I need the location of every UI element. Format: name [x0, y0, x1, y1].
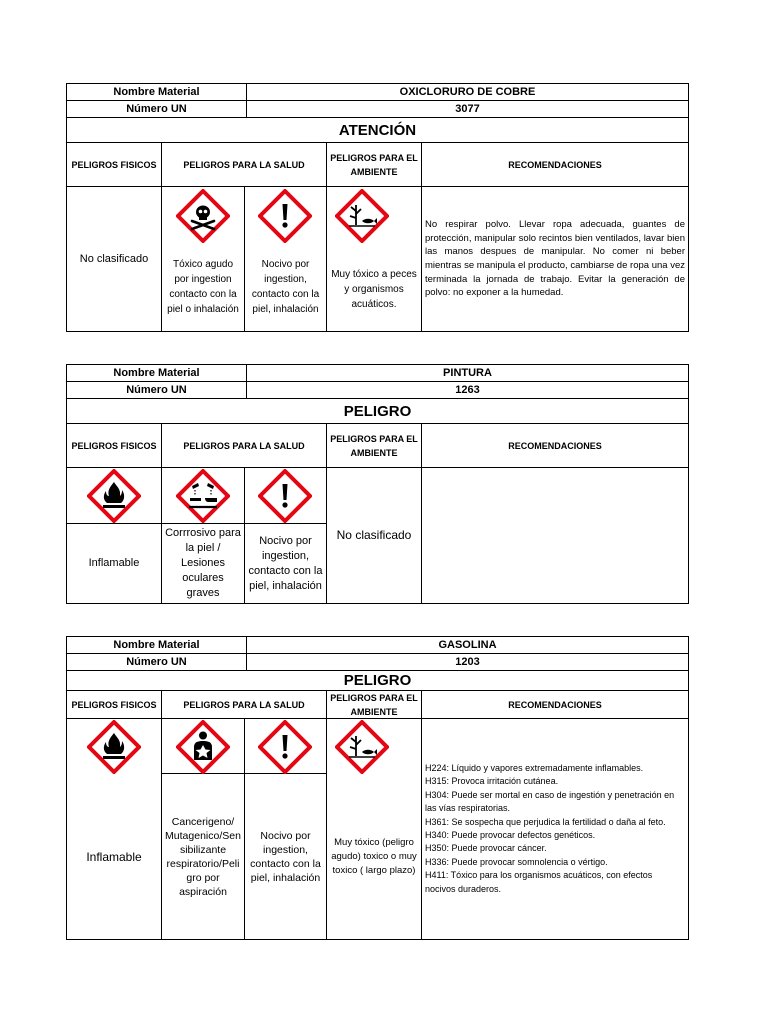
hazard-statement: H336: Puede provocar somnolencia o vértigo.: [425, 856, 608, 867]
environment-hazard-text: Muy tóxico (peligro agudo) toxico o muy toxico ( largo plazo): [331, 837, 417, 876]
physical-hazard-text: Inflamable: [88, 557, 140, 569]
corrosion-icon: [176, 469, 230, 523]
health-hazards-header: PELIGROS PARA LA SALUD: [183, 440, 305, 451]
health-hazards-header: PELIGROS PARA LA SALUD: [183, 159, 305, 170]
safety-sheet-gasolina: [66, 636, 689, 940]
signal-word: PELIGRO: [343, 672, 412, 689]
material-label: Nombre Material: [113, 639, 200, 651]
exclamation-icon: [258, 720, 312, 774]
exclamation-icon: [258, 189, 312, 243]
health-hazard-text-2: Nocivo por ingestion, contacto con la piel, inhalación: [251, 259, 320, 315]
material-name: GASOLINA: [438, 639, 497, 651]
health-hazards-header: PELIGROS PARA LA SALUD: [183, 699, 305, 710]
environment-hazard-text: Muy tóxico a peces y organismos acuáticos.: [331, 268, 417, 310]
recommendations-list: [422, 762, 688, 896]
environment-hazards-header: PELIGROS PARA EL AMBIENTE: [330, 152, 418, 177]
material-name: OXICLORURO DE COBRE: [399, 86, 536, 98]
health-hazard-text-1: Tóxico agudo por ingestion contacto con la piel o inhalación: [167, 259, 239, 315]
recommendations-header: RECOMENDACIONES: [508, 440, 602, 451]
environment-icon: [335, 189, 389, 243]
hazard-statement: H350: Puede provocar cáncer.: [425, 843, 547, 854]
recommendations-header: RECOMENDACIONES: [508, 159, 602, 170]
environment-hazard-text: No clasificado: [336, 528, 412, 542]
physical-hazards-header: PELIGROS FISICOS: [71, 699, 157, 710]
environment-hazards-header: PELIGROS PARA EL AMBIENTE: [330, 433, 418, 458]
skull-crossbones-icon: [176, 189, 230, 243]
recommendations-header: RECOMENDACIONES: [508, 699, 602, 710]
un-number: 1203: [455, 656, 480, 668]
physical-hazards-header: PELIGROS FISICOS: [71, 159, 157, 170]
environment-hazards-header: PELIGROS PARA EL AMBIENTE: [330, 692, 418, 717]
signal-word: PELIGRO: [343, 402, 412, 420]
health-hazard-icon: [176, 720, 230, 774]
health-hazard-text-1: Corrrosivo para la piel / Lesiones oculares graves: [165, 527, 241, 599]
exclamation-icon: [258, 469, 312, 523]
signal-word: ATENCIÓN: [338, 121, 417, 139]
flame-icon: [87, 720, 141, 774]
hazard-statement: H411: Tóxico para los organismos acuáticos, con efectos nocivos duraderos.: [425, 870, 653, 894]
un-label: Número UN: [126, 656, 187, 668]
recommendations-cell: [422, 468, 688, 603]
un-label: Número UN: [126, 103, 187, 115]
physical-hazard-text: No clasificado: [79, 252, 149, 265]
un-number: 1263: [455, 384, 480, 396]
safety-sheet-oxicloruro: [66, 83, 689, 332]
un-number: 3077: [455, 103, 480, 115]
hazard-statement: H361: Se sospecha que perjudica la fertilidad o daña al feto.: [425, 816, 666, 827]
environment-icon: [335, 720, 389, 774]
un-label: Número UN: [126, 384, 187, 396]
physical-hazards-header: PELIGROS FISICOS: [71, 440, 157, 451]
physical-hazard-text: Inflamable: [86, 849, 142, 864]
health-hazard-text-2: Nocivo por ingestion, contacto con la piel, inhalación: [248, 534, 323, 592]
flame-icon: [87, 469, 141, 523]
hazard-statement: H304: Puede ser mortal en caso de ingestión y penetración en las vías respiratorias.: [425, 789, 675, 814]
hazard-statement: H340: Puede provocar defectos genéticos.: [425, 830, 596, 840]
recommendations-text: No respirar polvo. Llevar ropa adecuada, guantes de protección, manipular solo recintos bien ventilados, lavar bien las manos despues de manipular. No comer ni beber mientras se manipula el producto, cambiarse de ropa una vez terminada la jornada de trabajo. Evitar la generación de polvo: no exponer a la humedad.: [425, 219, 685, 299]
material-name: PINTURA: [443, 367, 492, 379]
safety-sheet-pintura: [66, 364, 689, 604]
hazard-statement: H315: Provoca irritación cutánea.: [425, 776, 559, 787]
health-hazard-text-2: Nocivo por ingestion, contacto con la piel, inhalación: [250, 829, 321, 884]
hazard-statement: H224: Líquido y vapores extremadamente inflamables.: [425, 762, 644, 773]
material-label: Nombre Material: [113, 367, 200, 379]
health-hazard-text-1: Cancerigeno/ Mutagenico/Sen sibilizante respiratorio/Peli gro por aspiración: [165, 815, 241, 898]
material-label: Nombre Material: [113, 86, 200, 98]
